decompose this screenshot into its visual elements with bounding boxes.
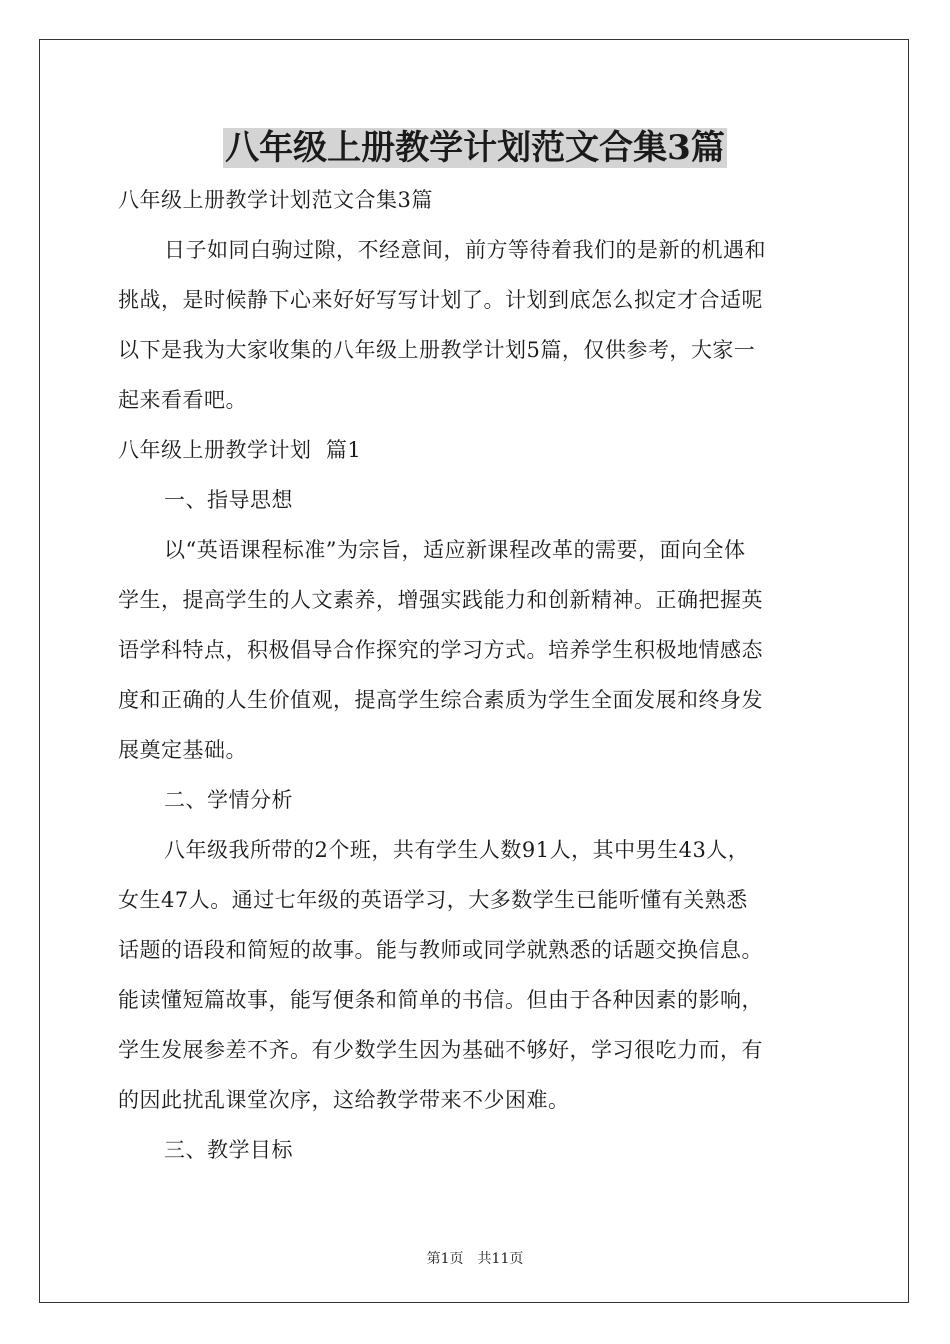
page-number: 第1页 [426,1251,464,1267]
paragraph-line: 八年级我所带的2个班，共有学生人数91人，其中男生43人， [164,838,750,862]
section-title: 八年级上册教学计划 篇1 [118,438,362,462]
heading-teaching-goals: 三、教学目标 [164,1138,293,1162]
paragraph-line: 女生47人。通过七年级的英语学习，大多数学生已能听懂有关熟悉 [118,888,748,912]
paragraph-line: 以“英语课程标准”为宗旨，适应新课程改革的需要，面向全体 [164,538,746,562]
paragraph-line: 展奠定基础。 [118,738,247,762]
paragraph-line: 的因此扰乱课堂次序，这给教学带来不少困难。 [118,1088,570,1112]
paragraph-line: 语学科特点，积极倡导合作探究的学习方式。培养学生积极地情感态 [118,638,763,662]
paragraph-line: 能读懂短篇故事，能写便条和简单的书信。但由于各种因素的影响， [118,988,763,1012]
intro-line: 以下是我为大家收集的八年级上册教学计划5篇，仅供参考，大家一 [118,338,756,362]
document-subtitle: 八年级上册教学计划范文合集3篇 [118,188,433,212]
paragraph-guiding-ideology [118,525,834,775]
document-title-text: 八年级上册教学计划范文合集3篇 [225,128,725,168]
paragraph-line: 度和正确的人生价值观，提高学生综合素质为学生全面发展和终身发 [118,688,763,712]
intro-line: 日子如同白驹过隙，不经意间，前方等待着我们的是新的机遇和 [164,238,766,262]
intro-line: 起来看看吧。 [118,388,247,412]
paragraph-student-analysis [118,825,834,1125]
intro-paragraph [118,225,834,425]
paragraph-line: 话题的语段和简短的故事。能与教师或同学就熟悉的话题交换信息。 [118,938,763,962]
paragraph-line: 学生，提高学生的人文素养，增强实践能力和创新精神。正确把握英 [118,588,763,612]
document-body [118,175,834,1175]
heading-guiding-ideology: 一、指导思想 [164,488,293,512]
document-title [0,124,950,172]
paragraph-line: 学生发展参差不齐。有少数学生因为基础不够好，学习很吃力而，有 [118,1038,763,1062]
heading-student-analysis: 二、学情分析 [164,788,293,812]
page-total: 共11页 [477,1251,524,1267]
page-footer [0,1248,950,1268]
intro-line: 挑战，是时候静下心来好好写写计划了。计划到底怎么拟定才合适呢 [118,288,763,312]
